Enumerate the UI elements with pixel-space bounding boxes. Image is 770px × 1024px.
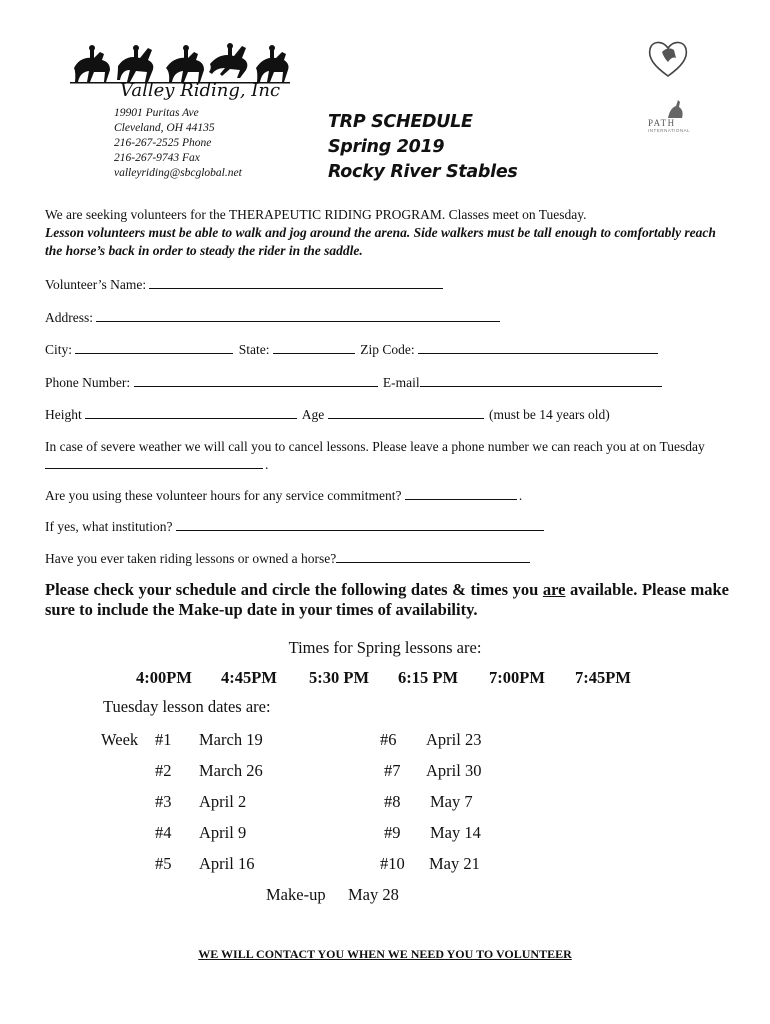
lesson-date[interactable]: March 26 <box>199 761 263 780</box>
address-label: Address: <box>45 310 93 325</box>
city-field[interactable] <box>75 341 233 354</box>
service-label: Are you using these volunteer hours for any service commitment? <box>45 488 402 503</box>
height-field[interactable] <box>85 406 297 419</box>
age-note: (must be 14 years old) <box>489 407 610 422</box>
service-row <box>45 487 522 504</box>
institution-field[interactable] <box>176 518 544 531</box>
week-number: #10 <box>380 854 405 873</box>
riding-field[interactable] <box>336 550 530 563</box>
email-line: valleyriding@sbcglobal.net <box>114 167 242 179</box>
callout-underlined: are <box>542 580 566 599</box>
phone-field[interactable] <box>134 374 378 387</box>
phone-line: 216-267-2525 Phone <box>114 137 212 149</box>
tuesday-phone-field[interactable] <box>45 456 263 469</box>
path-logo-subtext: INTERNATIONAL <box>648 128 691 133</box>
lesson-date[interactable]: May 14 <box>430 823 481 842</box>
weather-notice <box>45 438 735 474</box>
callout-text-2: available. Please make sure to include the Make-up date in your times of availability. <box>45 580 729 619</box>
address-block <box>114 106 242 181</box>
week-number: #5 <box>155 854 172 873</box>
email-field[interactable] <box>420 374 662 387</box>
lesson-date[interactable]: April 9 <box>199 823 247 842</box>
volunteer-name-row <box>45 276 445 293</box>
lesson-date[interactable]: April 23 <box>426 730 482 749</box>
time-slot[interactable]: 4:00PM <box>136 668 192 687</box>
week-number: #6 <box>380 730 397 749</box>
time-slot[interactable]: 4:45PM <box>221 668 277 687</box>
fax-line: 216-267-9743 Fax <box>114 152 200 164</box>
height-age-row <box>45 406 610 423</box>
week-number: #3 <box>155 792 172 811</box>
lesson-date[interactable]: April 16 <box>199 854 255 873</box>
time-slot[interactable]: 7:45PM <box>575 668 631 687</box>
lesson-date[interactable]: May 21 <box>429 854 480 873</box>
schedule-heading <box>328 110 518 185</box>
week-number: #1 <box>155 730 172 749</box>
zip-field[interactable] <box>418 341 658 354</box>
dates-title: Tuesday lesson dates are: <box>103 697 271 716</box>
makeup-label: Make-up <box>266 885 326 904</box>
time-slot[interactable]: 6:15 PM <box>398 668 459 687</box>
week-label: Week <box>101 730 139 749</box>
intro-text: We are seeking volunteers for the THERAPEUTIC RIDING PROGRAM. Classes meet on Tuesday. <box>45 207 587 222</box>
callout-text-1: Please check your schedule and circle the following dates & times you <box>45 580 543 599</box>
address-line: Cleveland, OH 44135 <box>114 122 215 134</box>
city-label: City: <box>45 342 73 357</box>
intro-requirements: Lesson volunteers must be able to walk and jog around the arena. Side walkers must be tall enough to comfortably reach the horse’s back in order to steady the rider in the saddle. <box>45 225 716 258</box>
address-row <box>45 309 502 326</box>
weather-period: . <box>265 457 269 472</box>
lesson-date[interactable]: April 2 <box>199 792 247 811</box>
height-label: Height <box>45 407 82 422</box>
makeup-date[interactable]: May 28 <box>348 885 399 904</box>
lesson-date[interactable]: May 7 <box>430 792 473 811</box>
lesson-date[interactable]: March 19 <box>199 730 263 749</box>
footer-notice: WE WILL CONTACT YOU WHEN WE NEED YOU TO VOLUNTEER <box>198 947 572 961</box>
heart-horse-icon <box>646 36 690 80</box>
time-slot[interactable]: 7:00PM <box>489 668 545 687</box>
institution-row <box>45 518 546 535</box>
state-label: State: <box>238 342 270 357</box>
institution-label: If yes, what institution? <box>45 519 173 534</box>
week-number: #8 <box>384 792 401 811</box>
path-logo-text: PATH <box>648 118 676 128</box>
availability-instructions <box>45 580 729 620</box>
week-number: #9 <box>384 823 401 842</box>
riding-label: Have you ever taken riding lessons or owned a horse? <box>45 551 337 566</box>
riding-row <box>45 550 532 567</box>
lesson-date[interactable]: April 30 <box>426 761 482 780</box>
service-period: . <box>518 488 523 503</box>
week-number: #2 <box>155 761 172 780</box>
brand-name: Valley Riding, Inc <box>120 80 281 101</box>
zip-label: Zip Code: <box>360 342 415 357</box>
schedule-title: TRP SCHEDULE <box>328 112 473 132</box>
city-state-zip-row <box>45 341 660 358</box>
schedule-season: Spring 2019 <box>328 137 445 157</box>
phone-label: Phone Number: <box>45 375 131 390</box>
age-label: Age <box>301 407 325 422</box>
service-field[interactable] <box>405 487 517 500</box>
weather-text: In case of severe weather we will call you to cancel lessons. Please leave a phone number we can reach you at on Tuesday <box>45 439 705 454</box>
name-label: Volunteer’s Name: <box>45 277 147 292</box>
age-field[interactable] <box>328 406 484 419</box>
week-number: #4 <box>155 823 172 842</box>
week-number: #7 <box>384 761 401 780</box>
state-field[interactable] <box>273 341 355 354</box>
schedule-location: Rocky River Stables <box>328 162 518 182</box>
phone-email-row <box>45 374 664 391</box>
email-label: E-mail <box>382 375 420 390</box>
time-slot[interactable]: 5:30 PM <box>309 668 370 687</box>
address-line: 19901 Puritas Ave <box>114 107 199 119</box>
times-title: Times for Spring lessons are: <box>288 638 482 657</box>
address-field[interactable] <box>96 309 500 322</box>
name-field[interactable] <box>149 276 443 289</box>
intro-paragraph <box>45 206 735 260</box>
